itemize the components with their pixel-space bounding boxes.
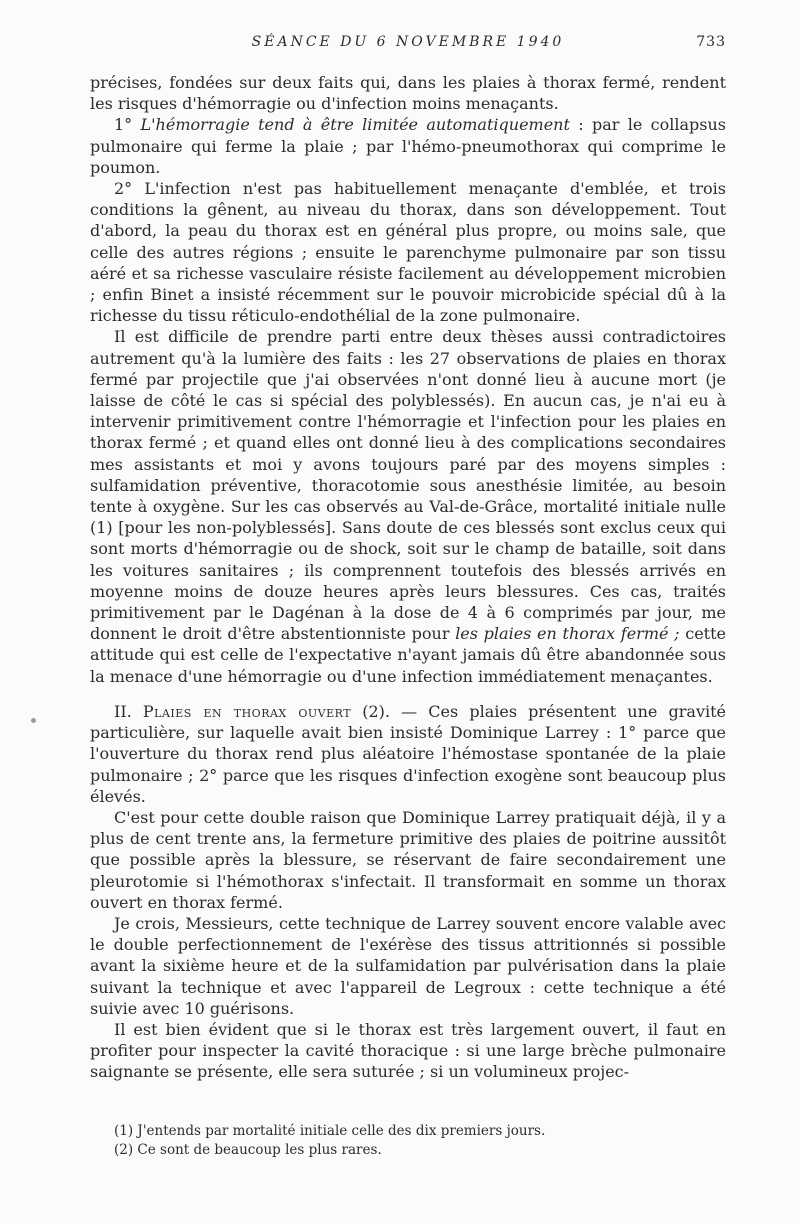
page-number: 733 (696, 34, 726, 50)
paragraph-2-lead: 1° (114, 115, 141, 135)
paragraph-2 (90, 114, 726, 178)
footnote-1: (1) J'entends par mortalité initiale celle des dix premiers jours. (114, 1123, 546, 1139)
paragraph-4-end: cette attitude qui est celle de l'expectative n'ayant jamais dû être abandonnée sous la menace d'une hémorragie ou d'une infection immédiatement menaçantes. (90, 624, 727, 686)
paragraph-5 (90, 701, 726, 807)
footnote-2: (2) Ce sont de beaucoup les plus rares. (114, 1142, 382, 1158)
footnotes (114, 1122, 726, 1160)
paragraph-7: Je crois, Messieurs, cette technique de Larrey souvent encore valable avec le double perfectionnement de l'exérèse des tissus attritionnés si possible avant la sixième heure et de la sulfamidation par pulvérisation dans la plaie suivant la technique et avec l'appareil de Legroux : cette technique a été suivie avec 10 guérisons. (90, 913, 726, 1018)
paragraph-4-start: Il est difficile de prendre parti entre deux thèses aussi contradictoires autrement qu'à la lumière des faits : les 27 observations de plaies en thorax fermé par projectile que j'ai observées n'ont donné lieu à aucune mort (je laisse de côté le cas si spécial des polyblessés). En aucun cas, je n'ai eu à intervenir primitivement contre l'hémorragie et l'infection pour les plaies en thorax fermé ; et quand elles ont donné lieu à des complications secondaires mes assistants et moi y avons toujours paré par des moyens simples : sulfamidation préventive, thoracotomie sous anesthésie limitée, au besoin tente à oxygène. Sur les cas observés au Val-de-Grâce, mortalité initiale nulle (1) [pour les non-polyblessés]. Sans doute de ces blessés sont exclus ceux qui sont morts d'hémorragie ou de shock, soit sur le champ de bataille, soit dans les voitures sanitaires ; ils comprennent toutefois des blessés arrivés en moyenne moins de douze heures après leurs blessures. Ces cas, traités primitivement par le Dagénan à la dose de 4 à 6 comprimés par jour, me donnent le droit d'être abstentionniste pour (90, 327, 726, 644)
section-heading: Plaies en thorax ouvert (142, 701, 352, 721)
running-header (90, 34, 726, 56)
body-text (90, 72, 726, 1083)
paragraph-2-emphasis: L'hémorragie tend à être limitée automatiquement (140, 115, 570, 135)
paragraph-2-rest: : par le collapsus pulmonaire qui ferme la plaie ; par l'hémo-pneumothorax qui comprime le poumon. (90, 115, 726, 177)
paragraph-4 (90, 326, 726, 686)
margin-speck (31, 718, 36, 723)
paragraph-5-rest: (2). — Ces plaies présentent une gravité particulière, sur laquelle avait bien insisté Dominique Larrey : 1° parce que l'ouverture du thorax rend plus aléatoire l'hémostase spontanée de la plaie pulmonaire ; 2° parce que les risques d'infection exogène sont beaucoup plus élevés. (90, 701, 727, 806)
paragraph-3: 2° L'infection n'est pas habituellement menaçante d'emblée, et trois conditions la gênent, au niveau du thorax, dans son développement. Tout d'abord, la peau du thorax est en général plus propre, ou moins sale, que celle des autres régions ; ensuite le parenchyme pulmonaire par son tissu aéré et sa richesse vasculaire résiste facilement au développement microbien ; enfin Binet a insisté récemment sur le pouvoir microbicide spécial dû à la richesse du tissu réticulo-endothélial de la zone pulmonaire. (90, 179, 726, 326)
paragraph-4-emphasis: les plaies en thorax fermé ; (455, 624, 680, 644)
section-number: II. (114, 701, 143, 721)
paragraph-6: C'est pour cette double raison que Dominique Larrey pratiquait déjà, il y a plus de cent trente ans, la fermeture primitive des plaies de poitrine aussitôt que possible après la blessure, se réservant de faire secondairement une pleurotomie si l'hémothorax s'infectait. Il transformait en somme un thorax ouvert en thorax fermé. (90, 807, 726, 912)
paragraph-1: précises, fondées sur deux faits qui, dans les plaies à thorax fermé, rendent les risques d'hémorragie ou d'infection moins menaçants. (90, 73, 726, 114)
paragraph-8: Il est bien évident que si le thorax est très largement ouvert, il faut en profiter pour inspecter la cavité thoracique : si une large brèche pulmonaire saignante se présente, elle sera suturée ; si un volumineux projec- (90, 1019, 726, 1082)
running-title: SÉANCE DU 6 NOVEMBRE 1940 (251, 34, 565, 50)
